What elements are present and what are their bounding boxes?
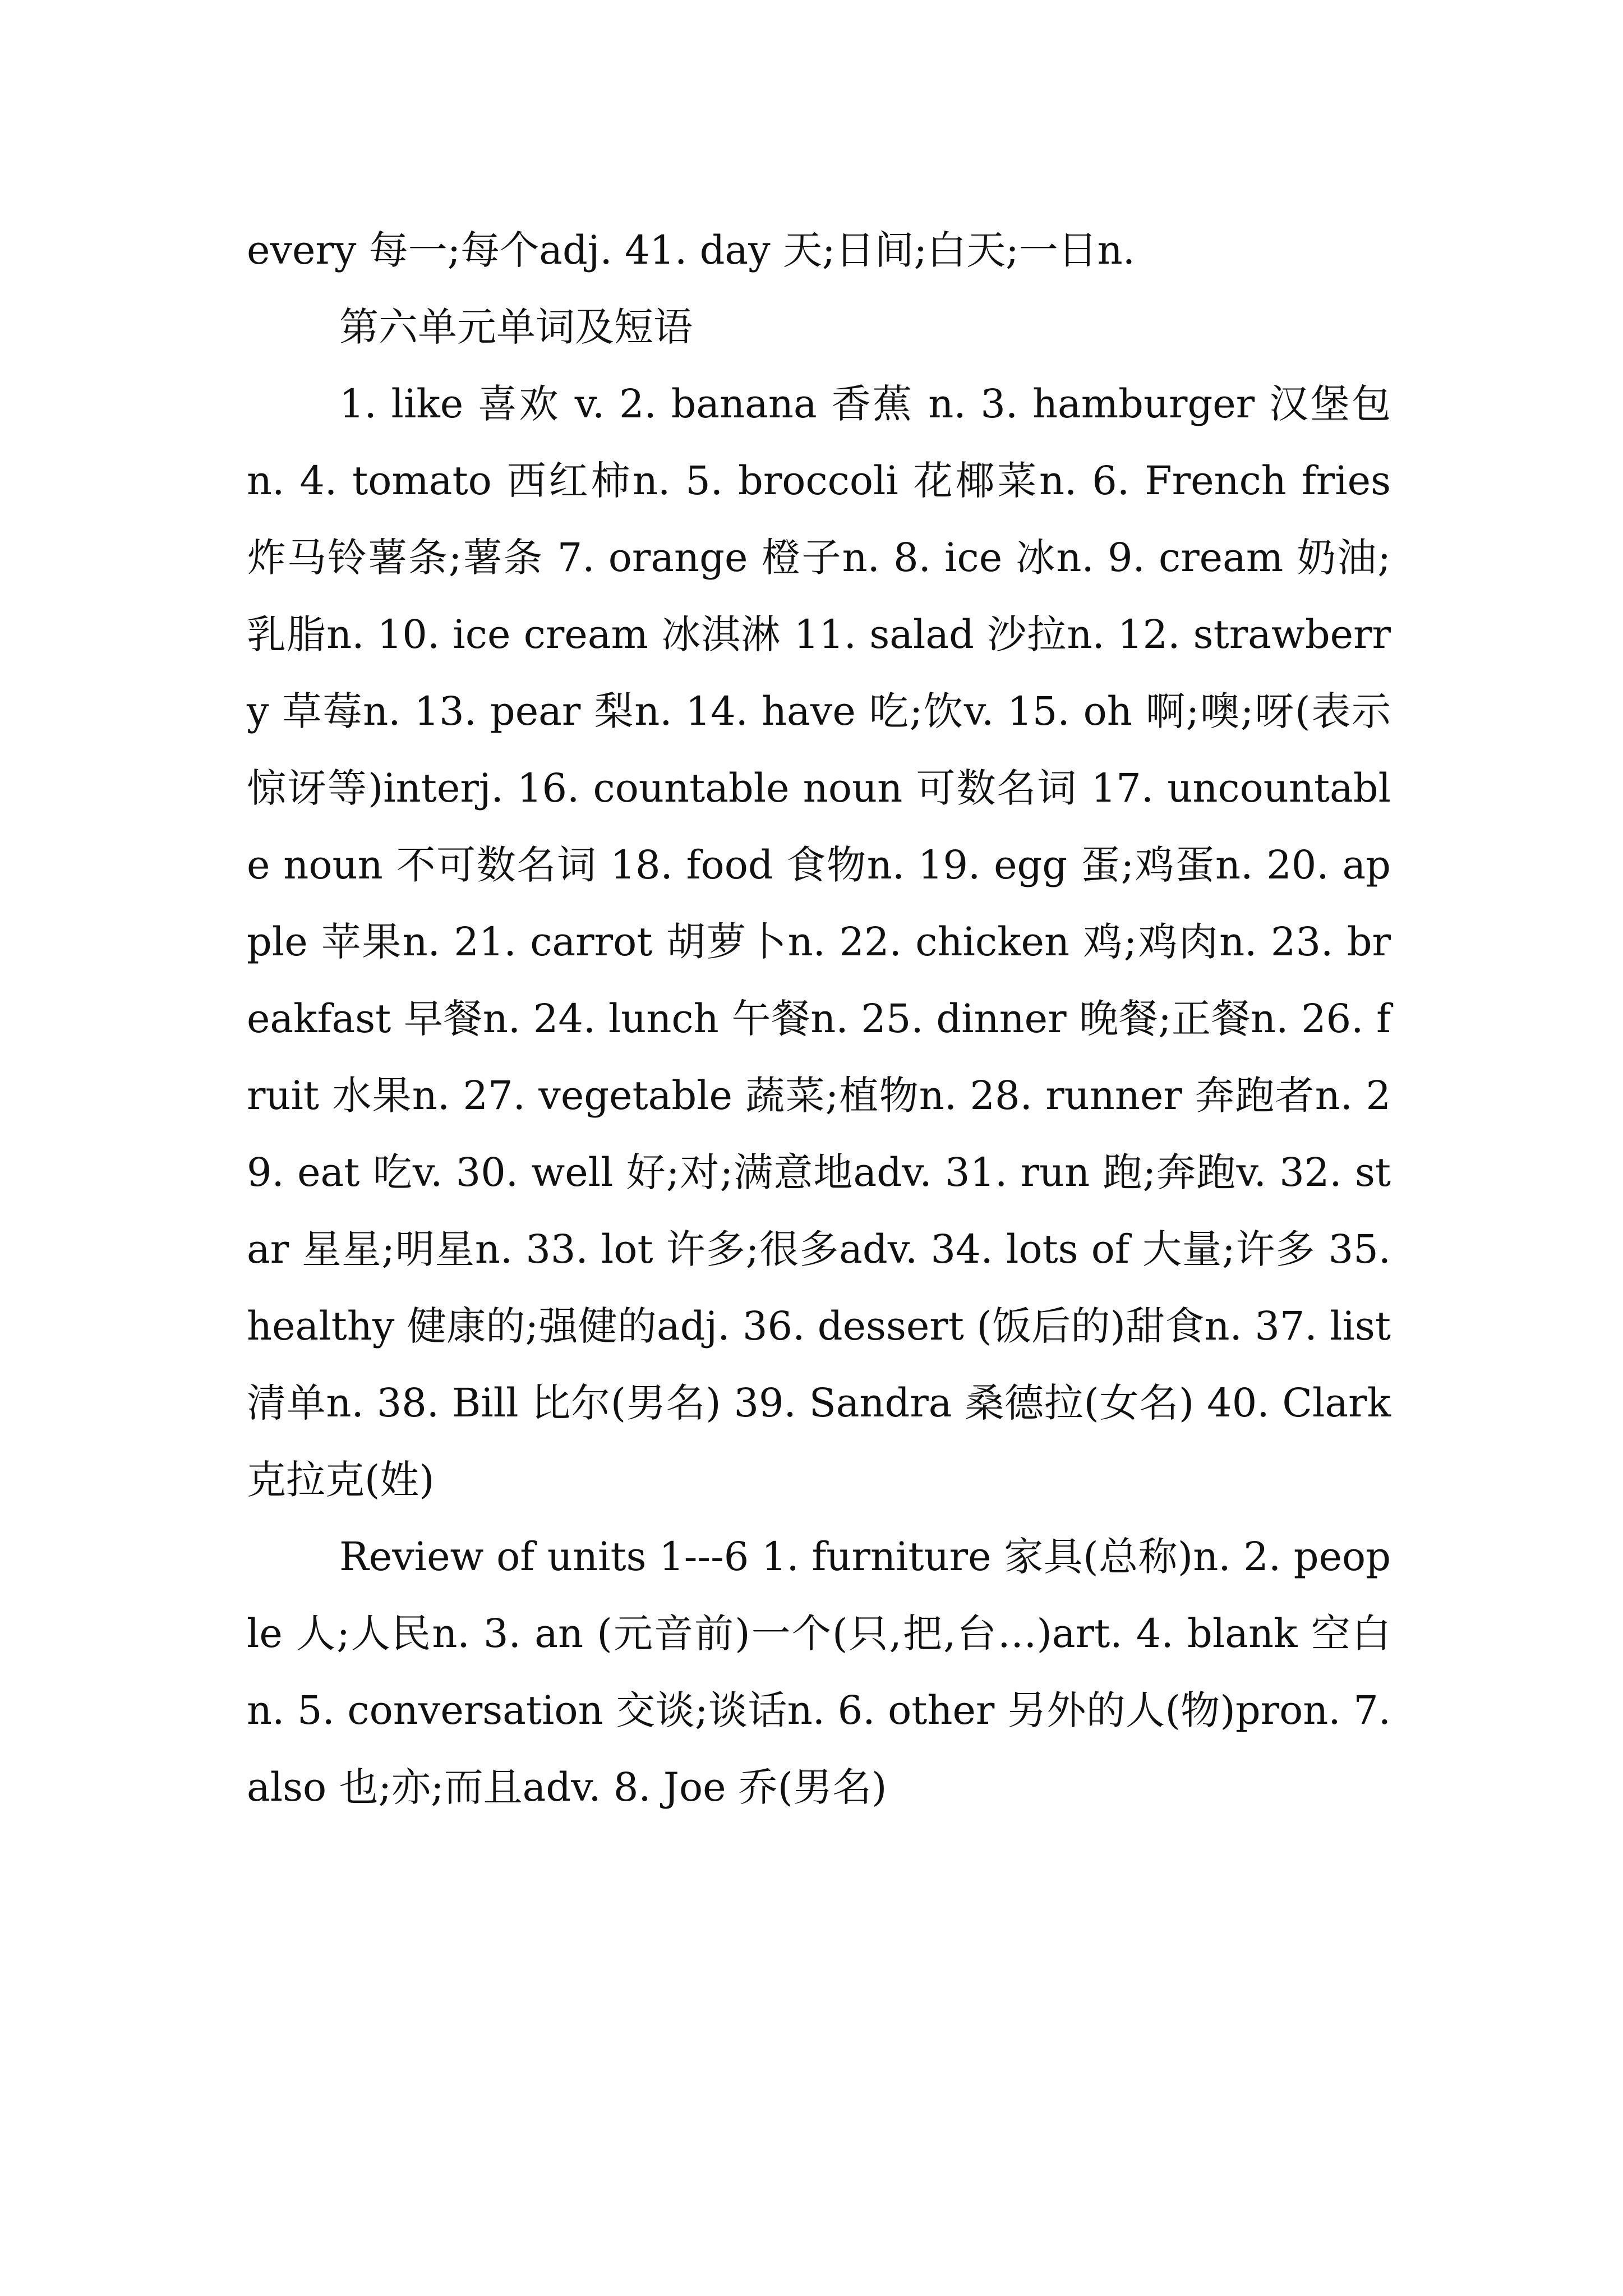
unit6-vocabulary-paragraph: 1. like 喜欢 v. 2. banana 香蕉 n. 3. hamburger 汉堡包n. 4. tomato 西红柿n. 5. broccoli 花椰菜n. 6. French fries 炸马铃薯条;薯条 7. orange 橙子n. 8. ice 冰n. 9. cream 奶油;乳脂n. 10. ice cream 冰淇淋 11. salad 沙拉n. 12. strawberry 草莓n. 13. pear 梨n. 14. have 吃;饮v. 15. oh 啊;噢;呀(表示惊讶等)interj. 16. countable noun 可数名词 17. uncountable noun 不可数名词 18. food 食物n. 19. egg 蛋;鸡蛋n. 20. apple 苹果n. 21. carrot 胡萝卜n. 22. chicken 鸡;鸡肉n. 23. breakfast 早餐n. 24. lunch 午餐n. 25. dinner 晚餐;正餐n. 26. fruit 水果n. 27. vegetable 蔬菜;植物n. 28. runner 奔跑者n. 29. eat 吃v. 30. well 好;对;满意地adv. 31. run 跑;奔跑v. 32. star 星星;明星n. 33. lot 许多;很多adv. 34. lots of 大量;许多 35. healthy 健康的;强健的adj. 36. dessert (饭后的)甜食n. 37. list 清单n. 38. Bill 比尔(男名) 39. Sandra 桑德拉(女名) 40. Clark 克拉克(姓) (247, 381, 1391, 1503)
review-vocabulary-paragraph: Review of units 1---6 1. furniture 家具(总称)n. 2. people 人;人民n. 3. an (元音前)一个(只,把,台…)art. 4. blank 空白n. 5. conversation 交谈;谈话n. 6. other 另外的人(物)pron. 7. also 也;亦;而且adv. 8. Joe 乔(男名) (247, 1534, 1391, 1810)
unit6-heading: 第六单元单词及短语 (339, 304, 693, 350)
document-page (247, 212, 1391, 1826)
continuation-paragraph: every 每一;每个adj. 41. day 天;日间;白天;一日n. (247, 227, 1135, 273)
